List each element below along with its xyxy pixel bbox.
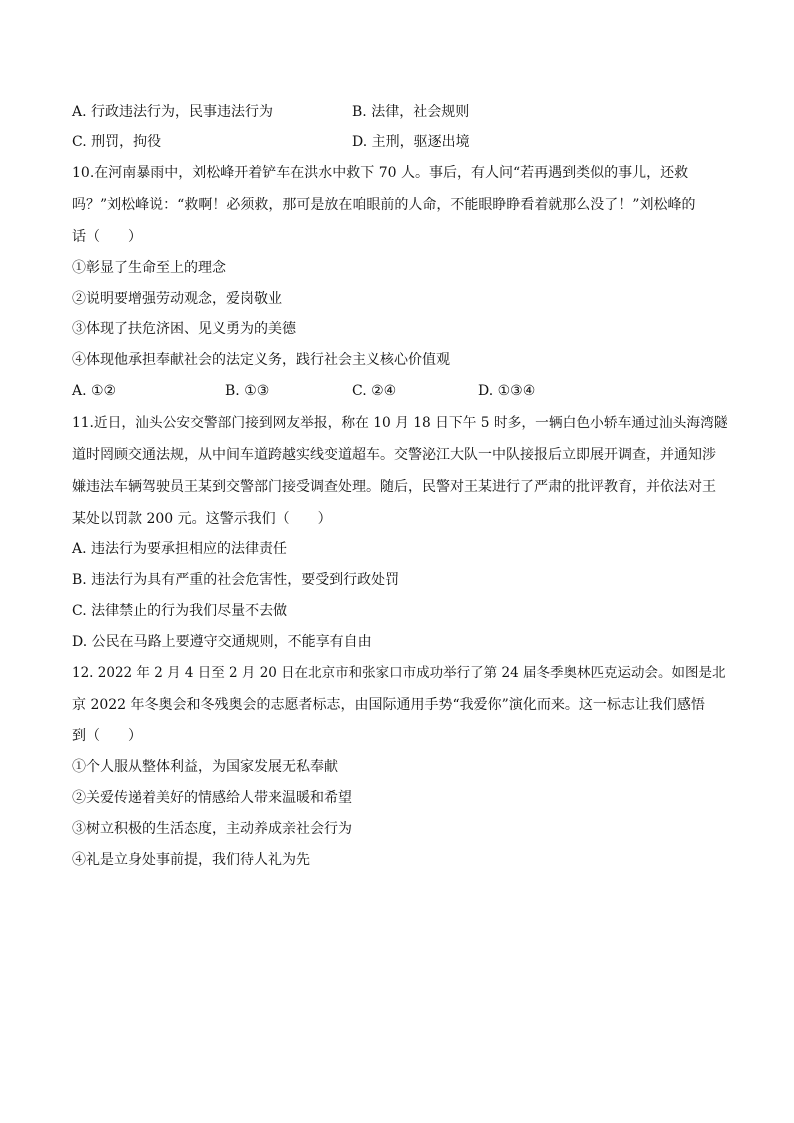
q9-option-d: D. 主刑，驱逐出境	[352, 134, 470, 150]
q11-option-c: C. 法律禁止的行为我们尽量不去做	[72, 603, 288, 619]
q10-stem-line-1: 10.在河南暴雨中，刘松峰开着铲车在洪水中救下 70 人。事后，有人问“若再遇到类似的事儿，还救	[72, 165, 689, 181]
q11-stem-line-4: 某处以罚款 200 元。这警示我们（ ）	[72, 511, 332, 527]
q10-item-2: ②说明要增强劳动观念，爱岗敬业	[72, 291, 282, 307]
q12-stem-line-2: 京 2022 年冬奥会和冬残奥会的志愿者标志，由国际通用手势“我爱你”演化而来。这一标志让我们感悟	[72, 697, 705, 713]
q10-option-d: D. ①③④	[478, 383, 536, 399]
q11-stem-line-3: 嫌违法车辆驾驶员王某到交警部门接受调查处理。随后，民警对王某进行了严肃的批评教育，并依法对王	[72, 479, 716, 495]
q10-stem-line-3: 话（ ）	[72, 229, 142, 245]
q10-option-a: A. ①②	[72, 383, 117, 399]
q11-option-d: D. 公民在马路上要遵守交通规则，不能享有自由	[72, 634, 372, 650]
q12-stem-line-1: 12. 2022 年 2 月 4 日至 2 月 20 日在北京市和张家口市成功举行了第 24 届冬季奥林匹克运动会。如图是北	[72, 665, 726, 681]
q10-option-c: C. ②④	[352, 383, 397, 399]
q10-option-b: B. ①③	[225, 383, 270, 399]
q10-stem-line-2: 吗？”刘松峰说：“救啊！必须救，那可是放在咱眼前的人命，不能眼睁睁看着就那么没了！”刘松峰的	[72, 197, 696, 213]
q9-option-a: A. 行政违法行为，民事违法行为	[72, 104, 274, 120]
q12-item-2: ②关爱传递着美好的情感给人带来温暖和希望	[72, 790, 352, 806]
q10-item-1: ①彰显了生命至上的理念	[72, 260, 226, 276]
q9-option-c: C. 刑罚，拘役	[72, 134, 162, 150]
q11-option-a: A. 违法行为要承担相应的法律责任	[72, 541, 288, 557]
q11-stem-line-1: 11.近日，汕头公安交警部门接到网友举报，称在 10 月 18 日下午 5 时多，一辆白色小轿车通过汕头海湾隧	[72, 415, 728, 431]
q11-stem-line-2: 道时罔顾交通法规，从中间车道跨越实线变道超车。交警泌江大队一中队接报后立即展开调查，并通知涉	[72, 447, 716, 463]
q10-item-3: ③体现了扶危济困、见义勇为的美德	[72, 321, 296, 337]
q12-item-4: ④礼是立身处事前提，我们待人礼为先	[72, 852, 310, 868]
q9-option-b: B. 法律，社会规则	[352, 104, 470, 120]
q12-stem-line-3: 到（ ）	[72, 728, 142, 744]
q10-item-4: ④体现他承担奉献社会的法定义务，践行社会主义核心价值观	[72, 352, 450, 368]
q12-item-1: ①个人服从整体利益，为国家发展无私奉献	[72, 759, 338, 775]
q12-item-3: ③树立积极的生活态度，主动养成亲社会行为	[72, 821, 352, 837]
q11-option-b: B. 违法行为具有严重的社会危害性，要受到行政处罚	[72, 572, 400, 588]
